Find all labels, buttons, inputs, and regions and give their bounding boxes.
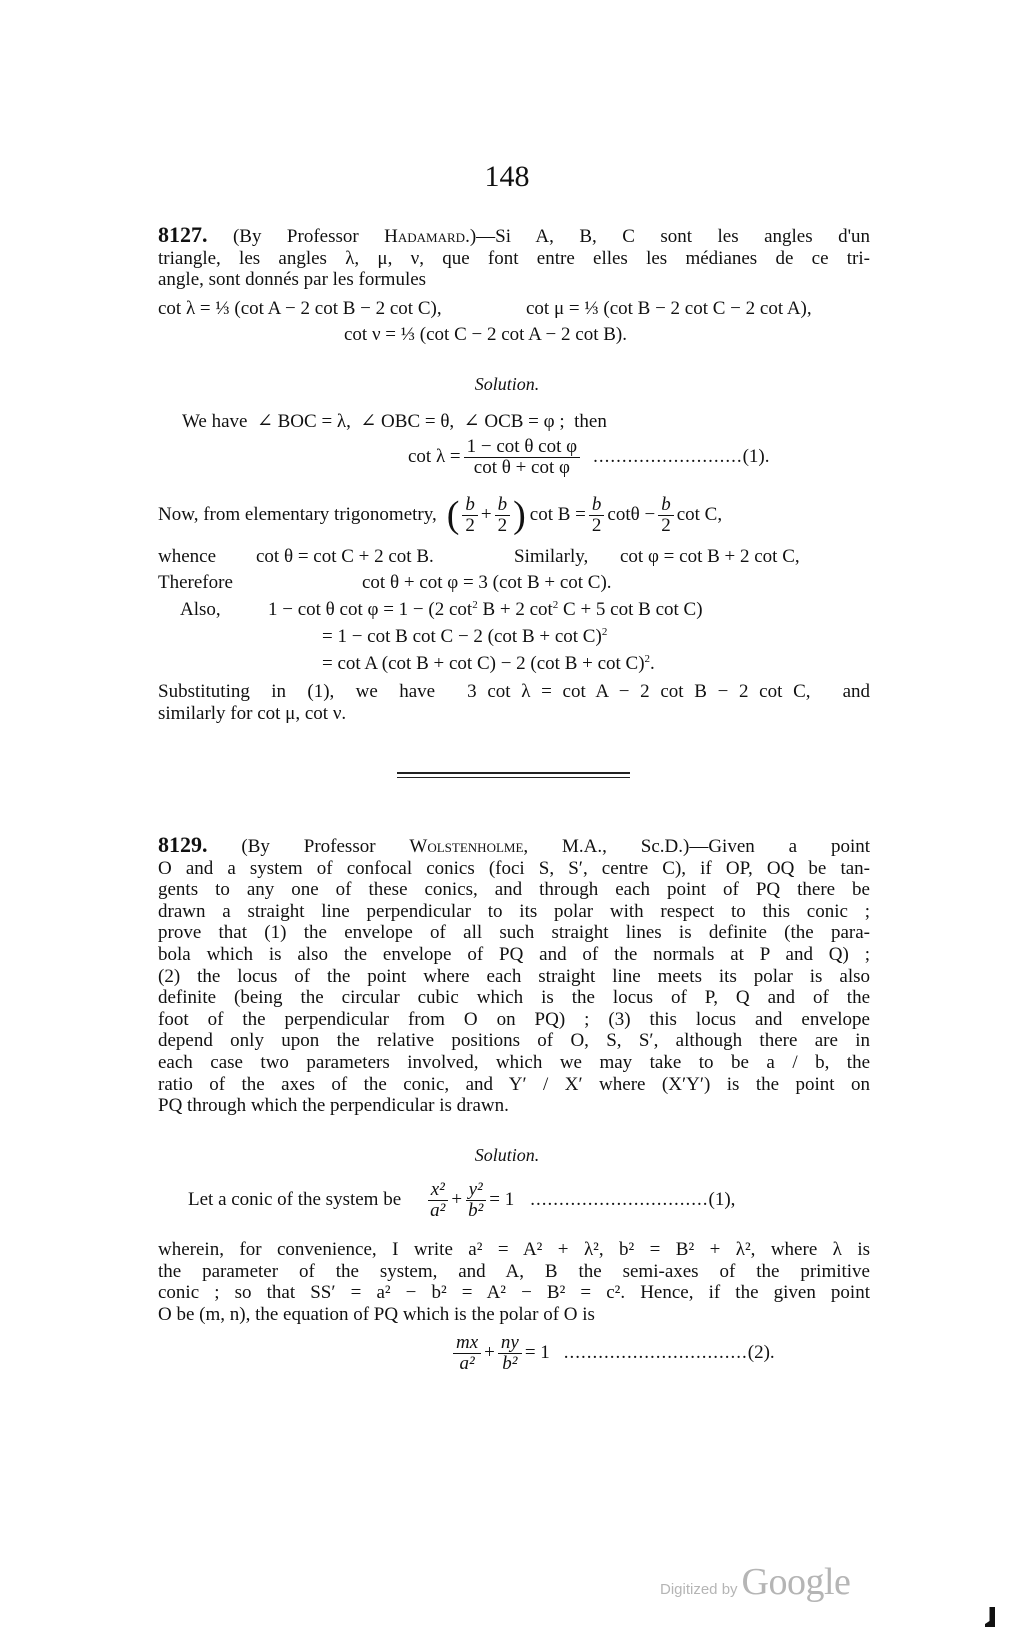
fraction: $\frac{b}{2}$ <box>495 495 511 536</box>
wherein-line: conic ; so that SS′ = a² − b² = A² − B² = c². Hence, if the given point <box>158 1282 870 1304</box>
wherein-line: O be (m, n), the equation of PQ which is the polar of O is <box>158 1303 595 1325</box>
problem-8129-line: (2) the locus of the point where each straight line meets its polar is also <box>158 965 870 987</box>
equation-1-8127: cot λ = $\frac{\text{1 − cot θ cot φ}}{\text{cot θ + cot φ}}$ .......................... (1). <box>408 436 770 478</box>
fraction: $\frac{ny}{\text{b²}}$ <box>498 1333 522 1374</box>
problem-8129-line: each case two parameters involved, which we may take to be a / b, the <box>158 1051 870 1073</box>
equation-2-8129: $\frac{mx}{\text{a²}}$ + $\frac{ny}{\text{b²}}$ = 1 ................................ (2). <box>450 1333 775 1374</box>
section-divider-rule <box>397 772 630 778</box>
wherein-paragraph <box>158 1239 870 1325</box>
formula-cot-nu: cot ν = ⅓ (cot C − 2 cot A − 2 cot B). <box>344 324 627 345</box>
problem-8127-line-2: triangle, les angles λ, μ, ν, que font entre elles les médianes de ce tri- <box>158 247 870 269</box>
problem-number: 8129. <box>158 832 208 857</box>
equation-1-8129: Let a conic of the system be $\frac{\text{x²}}{\text{a²}}$ + $\frac{\text{y²}}{\text{b²}}$ = 1 ............................... (1), <box>188 1179 736 1221</box>
problem-8129-line: O and a system of confocal conics (foci S, S′, centre C), if OP, OQ be tan- <box>158 857 870 879</box>
page-corner-mark <box>985 1607 995 1627</box>
also-line-1: Also, 1 − cot θ cot φ = 1 − (2 $\cot^2 B + 2$ $\cot^2 C + 5$ cot B cot C) <box>180 599 703 620</box>
also-line-3: = cot A (cot B + cot C) − 2 (cot B + cot C)$^2$. <box>322 653 655 674</box>
problem-8129-line: PQ through which the perpendicular is drawn. <box>158 1095 509 1117</box>
problem-8129-statement <box>158 834 870 1117</box>
substituting-line-2: similarly for cot μ, cot ν. <box>158 702 347 724</box>
problem-8129-line: drawn a straight line perpendicular to its polar with respect to this conic ; <box>158 900 870 922</box>
also-line-2: = 1 − cot B cot C − 2 (cot B + cot C)$^2$ <box>322 626 608 647</box>
fraction: $\frac{\text{1 − cot θ cot φ}}{\text{cot θ + cot φ}}$ <box>464 437 580 478</box>
problem-8127-line-3: angle, sont donnés par les formules <box>158 269 427 291</box>
fraction: $\frac{\text{x²}}{\text{a²}}$ <box>427 1180 448 1221</box>
digitized-by-google-watermark <box>660 1560 850 1604</box>
wherein-line: the parameter of the system, and A, B the semi-axes of the primitive <box>158 1260 870 1282</box>
problem-8129-line: depend only upon the relative positions of O, S, S′, although there are in <box>158 1030 870 1052</box>
problem-8129-line: prove that (1) the envelope of all such straight lines is definite (the para- <box>158 922 870 944</box>
fraction: $\frac{\text{y²}}{\text{b²}}$ <box>465 1180 486 1221</box>
problem-8129-line: gents to any one of these conics, and through each point of PQ there be <box>158 879 870 901</box>
equation-tag: (2). <box>747 1342 775 1364</box>
fraction: $\frac{b}{2}$ <box>589 495 605 536</box>
wherein-line: wherein, for convenience, I write a² = A² + λ², b² = B² + λ², where λ is <box>158 1239 870 1260</box>
solution-heading-8127: Solution. <box>474 374 540 394</box>
digitized-by-label: Digitized by <box>660 1581 738 1598</box>
problem-8127-line-1: 8127. (By Professor Hadamard.)—Si A, B, C sont les angles d'un <box>158 222 870 247</box>
author-name: Hadamard <box>384 226 466 247</box>
problem-8129-line-1: 8129. (By Professor Wolstenholme, M.A., Sc.D.)—Given a point <box>158 832 871 857</box>
page-number: 148 <box>484 160 530 193</box>
formula-cot-mu: cot μ = ⅓ (cot B − 2 cot C − 2 cot A), <box>526 298 812 319</box>
substituting-line-1: Substituting in (1), we have 3 cot λ = cot A − 2 cot B − 2 cot C, and <box>158 681 870 702</box>
solution-heading-8129: Solution. <box>474 1145 540 1165</box>
problem-8129-line: foot of the perpendicular from O on PQ) ; (3) this locus and envelope <box>158 1008 870 1030</box>
problem-8129-line: definite (being the circular cubic which is the locus of P, Q and of the <box>158 987 870 1009</box>
equation-tag: (1), <box>708 1189 736 1211</box>
problem-number: 8127. <box>158 222 208 247</box>
solution-8127-line-1: We have ∠ BOC = λ, ∠ OBC = θ, ∠ OCB = φ ; then <box>182 411 607 432</box>
fraction: $\frac{mx}{\text{a²}}$ <box>453 1333 481 1374</box>
problem-8127-statement <box>158 224 870 291</box>
therefore-line: Therefore cot θ + cot φ = 3 (cot B + cot C). <box>158 572 612 593</box>
whence-line: whence cot θ = cot C + 2 cot B. Similarly, cot φ = cot B + 2 cot C, <box>158 546 800 567</box>
trig-identity-line: Now, from elementary trigonometry, ( $\frac{b}{2}$ + $\frac{b}{2}$ ) cot B = $\frac{b}{2}$ cotθ − $\frac{b}{2}$ cot C, <box>158 493 723 536</box>
fraction: $\frac{b}{2}$ <box>462 495 478 536</box>
google-logo: Google <box>741 1561 851 1603</box>
problem-8129-line: ratio of the axes of the conic, and Y′ / X′ where (X′Y′) is the point on <box>158 1073 870 1095</box>
problem-8129-line: bola which is also the envelope of PQ and of the normals at P and Q) ; <box>158 943 870 965</box>
formula-cot-lambda: cot λ = ⅓ (cot A − 2 cot B − 2 cot C), <box>158 298 442 319</box>
author-name: Wolstenholme <box>409 836 524 857</box>
equation-tag: (1). <box>742 446 770 468</box>
fraction: $\frac{b}{2}$ <box>658 495 674 536</box>
substituting-paragraph <box>158 681 870 724</box>
